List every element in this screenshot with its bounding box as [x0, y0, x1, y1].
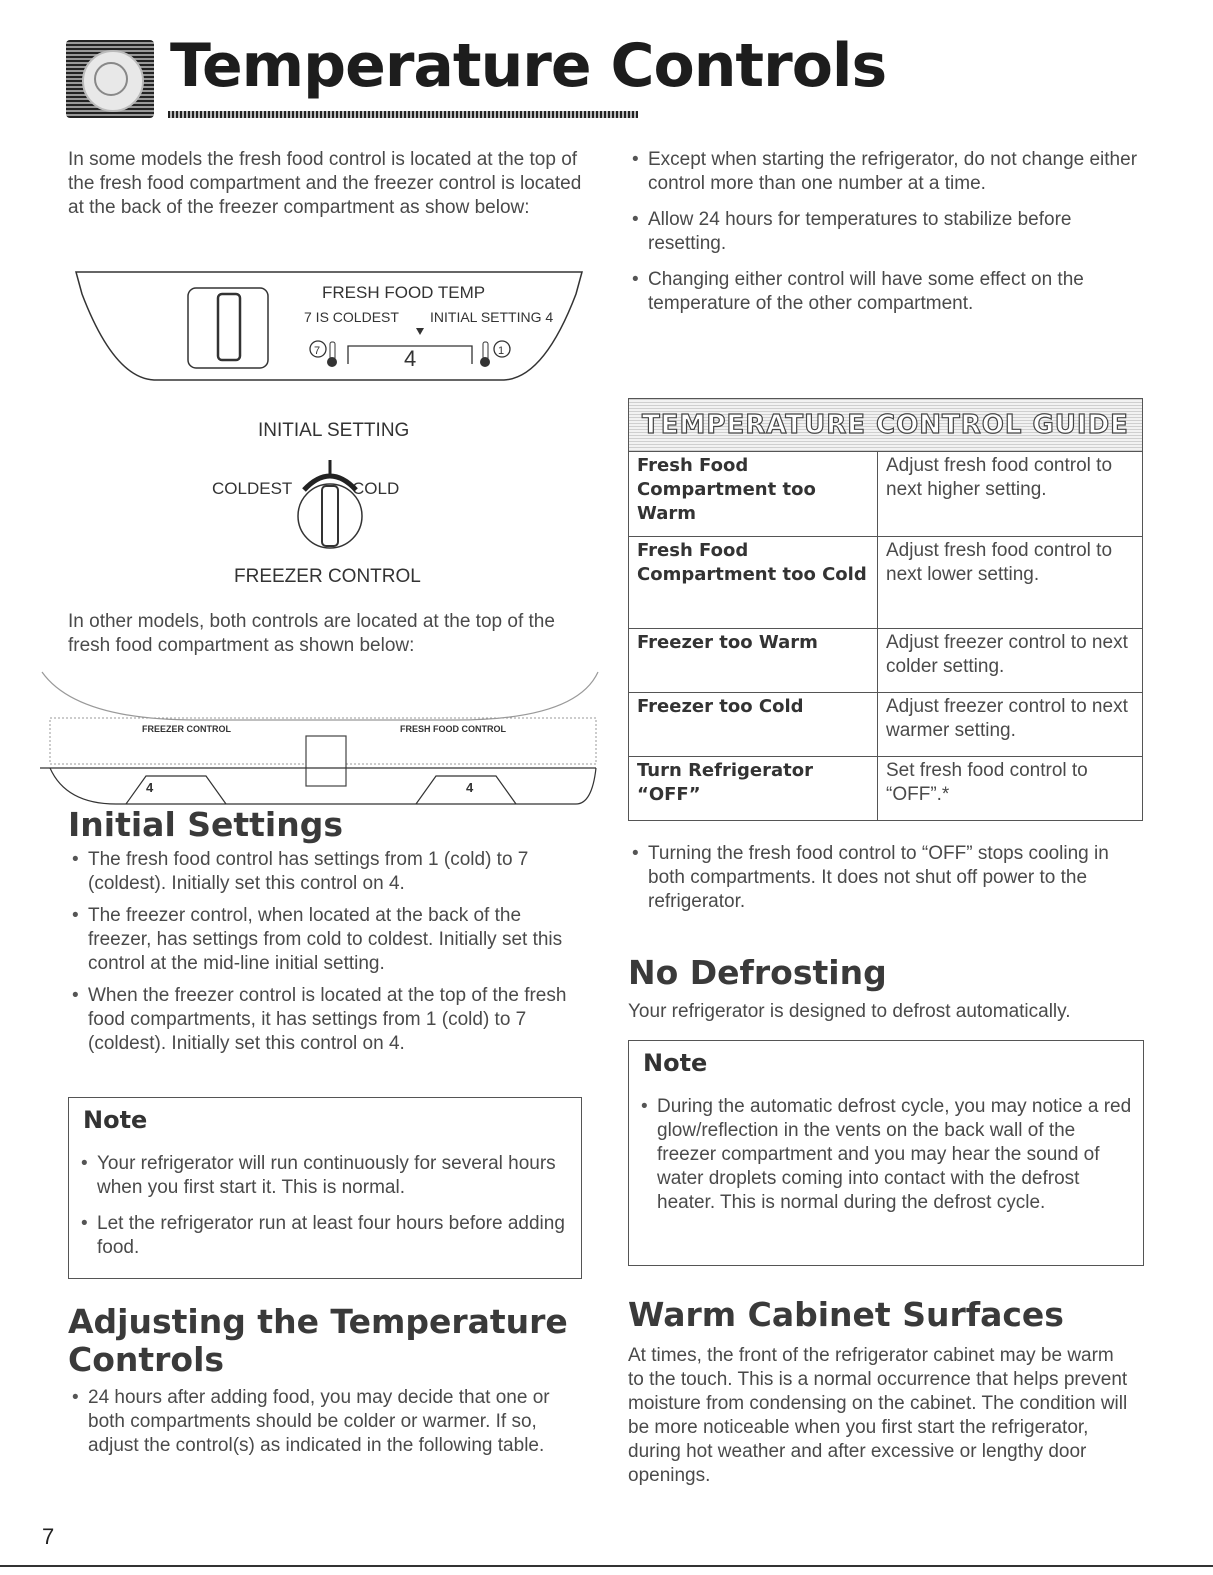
condition-cell: Freezer too Warm [629, 628, 878, 692]
list-item: • Let the refrigerator run at least four hours before adding food. [77, 1212, 567, 1260]
freezer-control-value: 4 [146, 780, 154, 795]
control-tips-list [628, 148, 1148, 316]
table-row [629, 628, 1142, 692]
freezer-control-caption: FREEZER CONTROL [234, 566, 421, 587]
adjusting-list [68, 1386, 588, 1458]
action-cell: Set fresh food control to “OFF”.* [878, 756, 1143, 820]
note-box [68, 1097, 582, 1279]
warm-cabinet-text: At times, the front of the refrigerator cabinet may be warm to the touch. This is a normal occurrence that helps prevent moisture from condensing on the cabinet. The condition will be more noticeable when you first start the refrigerator, during hot weather and after excessive or lengthy door openings. [628, 1345, 1128, 1486]
note-title: Note [83, 1106, 148, 1134]
title-underline [168, 111, 638, 118]
bottom-divider [0, 1565, 1213, 1567]
page-number: 7 [42, 1524, 55, 1549]
fresh-food-temp-label: FRESH FOOD TEMP [322, 283, 486, 302]
no-defrosting-text: Your refrigerator is designed to defrost automatically. [628, 1001, 1071, 1022]
freezer-control-slider [126, 776, 226, 804]
guide-title: TEMPERATURE CONTROL GUIDE [642, 410, 1129, 440]
table-row [629, 756, 1142, 820]
no-defrosting-heading: No Defrosting [628, 953, 887, 992]
list-item: • The freezer control, when located at the back of the freezer, has settings from cold to coldest. Initially set this control at the mid-line initial setting. [68, 904, 588, 976]
action-cell: Adjust freezer control to next colder setting. [878, 628, 1143, 692]
svg-text:7: 7 [314, 345, 321, 357]
guide-table [629, 452, 1142, 820]
list-item: • Your refrigerator will run continuously for several hours when you first start it. This is normal. [77, 1152, 567, 1200]
guide-header [629, 399, 1142, 452]
action-cell: Adjust fresh food control to next lower setting. [878, 536, 1143, 628]
fresh-food-control-label: FRESH FOOD CONTROL [400, 724, 506, 734]
control-knob [218, 294, 240, 360]
warm-cabinet-heading: Warm Cabinet Surfaces [628, 1295, 1064, 1334]
dual-control-diagram [36, 664, 606, 812]
setting-value: 4 [404, 346, 417, 371]
initial-settings-list [68, 848, 588, 1056]
defrost-note-box [628, 1040, 1144, 1266]
adjusting-heading: Adjusting the Temperature Controls [68, 1302, 568, 1379]
condition-cell: Fresh Food Compartment too Warm [629, 452, 878, 536]
list-item: • Except when starting the refrigerator, do not change either control more than one number at a time. [628, 148, 1148, 196]
list-item: • The fresh food control has settings from 1 (cold) to 7 (coldest). Initially set this control on 4. [68, 848, 588, 896]
other-models-paragraph: In other models, both controls are located at the top of the fresh food compartment as shown below: [68, 611, 555, 656]
fresh-food-control-value: 4 [466, 780, 474, 795]
note-title: Note [643, 1049, 708, 1077]
note-list [637, 1095, 1133, 1215]
condition-cell: Freezer too Cold [629, 692, 878, 756]
dial-icon-ring [94, 62, 128, 96]
temperature-control-guide [628, 398, 1143, 821]
list-item: • Turning the fresh food control to “OFF” stops cooling in both compartments. It does not shut off power to the refrigerator. [628, 842, 1148, 914]
table-row [629, 692, 1142, 756]
list-item: • Allow 24 hours for temperatures to stabilize before resetting. [628, 208, 1148, 256]
freezer-control-diagram [200, 412, 460, 592]
list-item: • When the freezer control is located at the top of the fresh food compartments, it has settings from 1 (cold) to 7 (coldest). Initially set this control on 4. [68, 984, 588, 1056]
list-item: • 24 hours after adding food, you may decide that one or both compartments should be colder or warmer. If so, adjust the control(s) as indicated in the following table. [68, 1386, 588, 1458]
list-item: • During the automatic defrost cycle, you may notice a red glow/reflection in the vents on the back wall of the freezer compartment and you may hear the sound of water droplets coming into contact with the defrost heater. This is normal during the defrost cycle. [637, 1095, 1133, 1215]
fresh-food-control-diagram [74, 268, 584, 386]
initial-setting-label: INITIAL SETTING 4 [430, 309, 554, 325]
table-row [629, 536, 1142, 628]
coldest-label: 7 IS COLDEST [304, 309, 399, 325]
action-cell: Adjust fresh food control to next higher setting. [886, 455, 1113, 500]
page-title: Temperature Controls [170, 31, 887, 101]
condition-cell: Fresh Food Compartment too Cold [629, 536, 878, 628]
off-note-list [628, 842, 1148, 914]
condition-cell: Turn Refrigerator “OFF” [629, 756, 878, 820]
initial-settings-heading: Initial Settings [68, 805, 344, 844]
list-item: • Changing either control will have some effect on the temperature of the other compartment. [628, 268, 1148, 316]
initial-setting-caption: INITIAL SETTING [258, 420, 410, 441]
center-light-housing [306, 736, 346, 786]
note-list [77, 1152, 567, 1260]
freezer-control-label: FREEZER CONTROL [142, 724, 231, 734]
action-cell: Adjust freezer control to next warmer setting. [878, 692, 1143, 756]
coldest-caption: COLDEST [212, 479, 293, 498]
table-row [629, 452, 1142, 536]
svg-text:1: 1 [498, 345, 505, 357]
cold-caption: COLD [352, 479, 400, 498]
intro-paragraph: In some models the fresh food control is located at the top of the fresh food compartment and the freezer control is located at the back of the freezer compartment as show below: [68, 149, 582, 218]
